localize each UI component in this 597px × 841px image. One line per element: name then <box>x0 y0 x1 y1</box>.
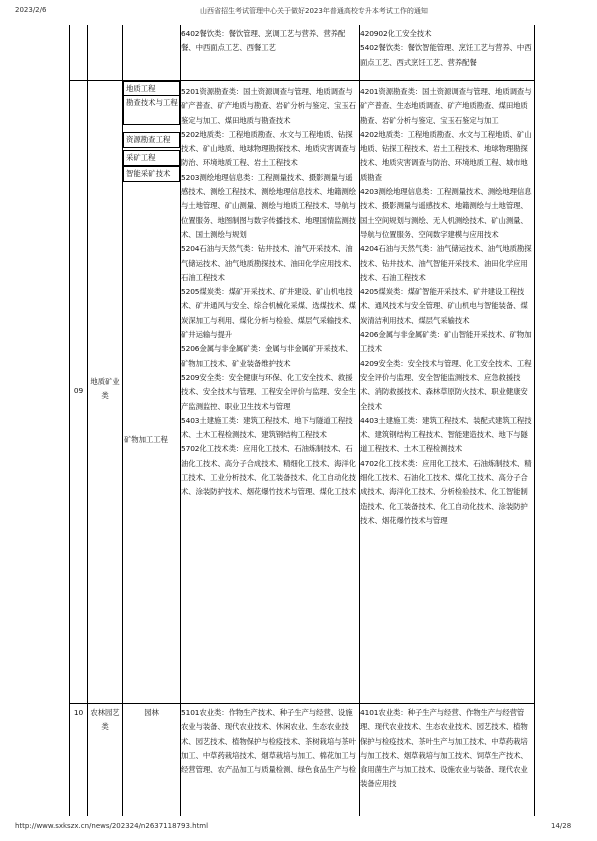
row-number: 10 <box>73 708 84 717</box>
row09-left-paragraph: 5201资源勘查类：国土资源调查与管理、地质调查与矿产普查、矿产地质与勘查、岩矿分析与鉴定、宝玉石鉴定与加工、煤田地质与勘查技术 <box>181 87 356 125</box>
subject-item: 智能采矿技术 <box>123 166 180 182</box>
row09-right-paragraph: 4201资源勘查类：国土资源调查与管理、地质调查与矿产普查、生态地质调查、矿产地质勘查、煤田地质勘查、岩矿分析与鉴定、宝玉石鉴定与加工 <box>360 87 532 125</box>
source-url: http://www.sxkszx.cn/news/202324/n2637118793.html <box>15 822 209 830</box>
row09-left-paragraph: 5403土建施工类：建筑工程技术、地下与隧道工程技术、土木工程检测技术、建筑钢结构工程技术 <box>181 415 353 440</box>
row09-left-paragraph: 5206金属与非金属矿类：金属与非金属矿开采技术、矿物加工技术、矿业装备维护技术 <box>181 344 353 368</box>
row-number: 09 <box>73 386 84 395</box>
top-row-right-line: 5402餐饮类：餐饮智能管理、烹饪工艺与营养、中西面点工艺、西式烹饪工艺、营养配餐 <box>360 43 532 67</box>
subject-item: 采矿工程 <box>123 150 180 166</box>
row09-left-paragraph: 5205煤炭类：煤矿开采技术、矿井建设、矿山机电技术、矿井通风与安全、综合机械化采煤、选煤技术、煤炭深加工与利用、煤化分析与检验、煤层气采输技术、矿井运输与提升 <box>181 287 356 340</box>
row09-right-content <box>360 85 534 528</box>
document-title: 山西省招生考试管理中心关于做好2023年普通高校专升本考试工作的通知 <box>200 7 428 15</box>
row09-left-content <box>181 85 358 500</box>
row09-left-paragraph: 5204石油与天然气类：钻井技术、油气开采技术、油气储运技术、油气地质勘探技术、油田化学应用技术、石油工程技术 <box>181 244 356 282</box>
row10-right-content: 4101农业类：种子生产与经营、作物生产与经营管理、现代农业技术、生态农业技术、园艺技术、植物保护与检疫技术、茶叶生产与加工技术、中草药栽培与加工技术、烟草栽培与加工技术、饲草生产技术、食用菌生产与加工技术、设施农业与装备、现代农业装备应用技 <box>360 708 528 789</box>
category-name: 地质矿业类 <box>90 377 120 401</box>
subject-item: 矿物加工工程 <box>124 435 168 444</box>
row09-left-paragraph: 5702化工技术类：应用化工技术、石油炼制技术、石油化工技术、高分子合成技术、精细化工技术、海洋化工技术、工业分析技术、化工装备技术、化工自动化技术、涂装防护技术、烟花爆竹技术与管理、煤化工技术 <box>181 444 356 497</box>
row09-left-paragraph: 5202地质类：工程地质勘查、水文与工程地质、钻探技术、矿山地质、地球物理勘探技术、地质灾害调查与防治、环境地质工程、岩土工程技术 <box>181 129 356 168</box>
row09-right-paragraph: 4702化工技术类：应用化工技术、石油炼制技术、精细化工技术、石油化工技术、煤化工技术、高分子合成技术、海洋化工技术、分析检验技术、化工智能制造技术、化工装备技术、化工自动化技术、涂装防护技术、烟花爆竹技术与管理 <box>360 458 532 525</box>
row09-left-paragraph: 5209安全类：安全健康与环保、化工安全技术、救援技术、安全技术与管理、工程安全评价与监理、安全生产监测监控、职业卫生技术与管理 <box>181 372 356 411</box>
subject-item: 资源勘查工程 <box>123 132 180 148</box>
row09-right-paragraph: 4204石油与天然气类：油气储运技术、油气地质勘探技术、钻井技术、油气智能开采技术、油田化学应用技术、石油工程技术 <box>360 244 532 282</box>
category-name: 农林园艺类 <box>90 708 120 732</box>
row09-right-paragraph: 4206金属与非金属矿类：矿山智能开采技术、矿物加工技术 <box>360 330 532 354</box>
row09-right-paragraph: 4202地质类：工程地质勘查、水文与工程地质、矿山地质、钻探工程技术、岩土工程技术、地球物理勘探技术、地质灾害调查与防治、环境地质工程、城市地质勘查 <box>360 129 532 182</box>
top-row-right-line: 420902化工安全技术 <box>360 29 432 38</box>
subject-item: 地质工程 <box>123 81 180 97</box>
top-row-right <box>360 27 534 70</box>
subject-item: 园林 <box>144 708 159 717</box>
row09-right-paragraph: 4403土建施工类：建筑工程技术、装配式建筑工程技术、建筑钢结构工程技术、智能建造技术、地下与隧道工程技术、土木工程检测技术 <box>360 415 532 454</box>
row09-right-paragraph: 4209安全类：安全技术与管理、化工安全技术、工程安全评价与监理、安全智能监测技术、应急救援技术、消防救援技术、森林草原防火技术、职业健康安全技术 <box>360 358 532 411</box>
top-row-left: 6402餐饮类：餐饮管理、烹调工艺与营养、营养配餐、中西面点工艺、西餐工艺 <box>181 29 346 53</box>
row09-left-paragraph: 5203测绘地理信息类：工程测量技术、摄影测量与遥感技术、测绘工程技术、测绘地理信息技术、地籍测绘与土地管理、矿山测量、测绘与地质工程技术、导航与位置服务、地图制图与数字传播技术、地理国情监测技术、国土测绘与规划 <box>181 172 356 239</box>
page-number: 14/28 <box>551 822 572 830</box>
row10-left-content: 5101农业类：作物生产技术、种子生产与经营、设施农业与装备、现代农业技术、休闲农业、生态农业技术、园艺技术、植物保护与检疫技术、茶树栽培与茶叶加工、中草药栽培技术、烟草栽培与加工、棉花加工与经营管理、农产品加工与质量检测、绿色食品生产与检 <box>181 708 356 775</box>
print-date: 2023/2/6 <box>15 6 47 14</box>
row09-right-paragraph: 4205煤炭类：煤矿智能开采技术、矿井建设工程技术、通风技术与安全管理、矿山机电与智能装备、煤炭清洁利用技术、煤层气采输技术 <box>360 287 528 325</box>
subject-item: 勘查技术与工程 <box>123 95 180 125</box>
row09-right-paragraph: 4203测绘地理信息类：工程测量技术、测绘地理信息技术、摄影测量与遥感技术、地籍测绘与土地管理、国土空间规划与测绘、无人机测绘技术、矿山测量、导航与位置服务、空间数字建模与应用技术 <box>360 187 532 239</box>
